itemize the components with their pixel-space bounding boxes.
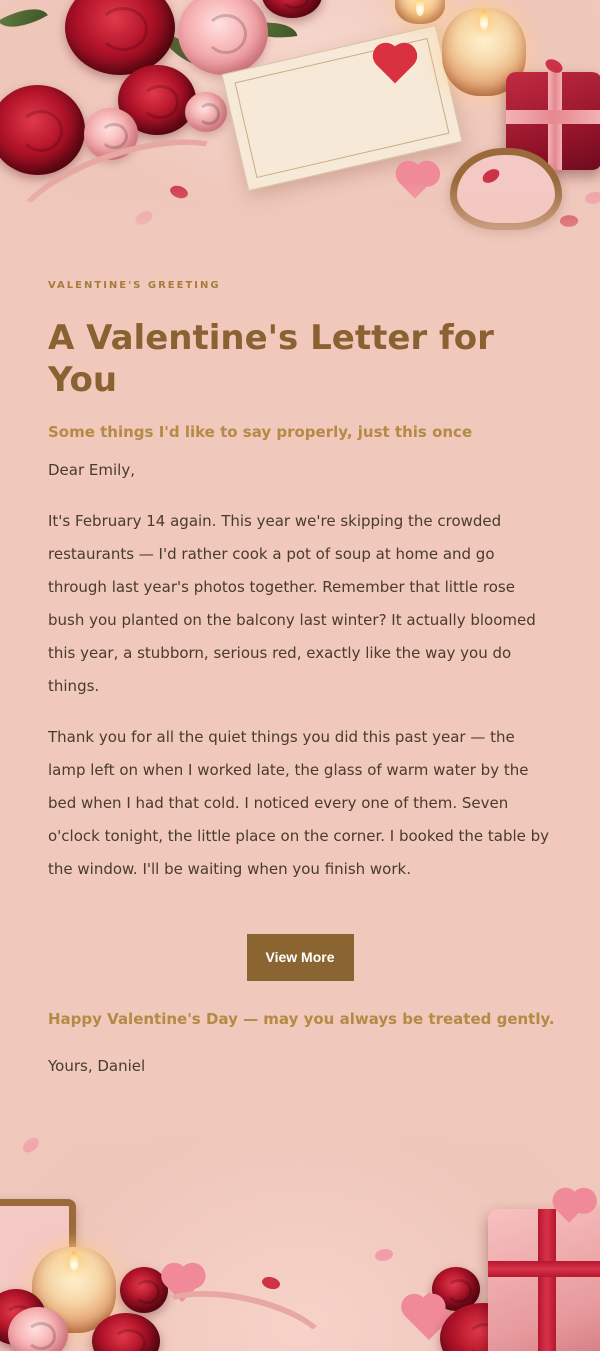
red-rose [0,85,85,175]
red-rose [65,0,175,75]
petal-decoration [168,182,190,201]
petal-decoration [585,192,600,204]
pink-rose [178,0,268,75]
candle-flame-icon [480,10,488,30]
petal-decoration [20,1135,42,1154]
heart-icon [399,167,430,198]
candle-flame-icon [416,0,424,16]
cta-container [0,934,600,981]
closing-line: Happy Valentine's Day — may you always be treated gently. [48,1010,555,1028]
page-subtitle: Some things I'd like to say properly, just this once [48,423,473,441]
view-more-button[interactable]: View More [247,934,354,981]
petal-decoration [134,210,154,226]
leaf-decoration [0,0,48,38]
petal-decoration [260,1274,281,1292]
heart-frame-icon [450,148,562,230]
petal-decoration [375,1249,393,1261]
header-section [48,280,552,441]
letter-greeting: Dear Emily, [48,461,135,479]
hero-image-bottom [0,1081,600,1351]
gift-ribbon [488,1261,600,1277]
candle-flame-icon [70,1251,78,1271]
eyebrow-label: VALENTINE'S GREETING [48,280,221,291]
letter-paragraph: It's February 14 again. This year we're skipping the crowded restaurants — I'd rather cook a pot of soup at home and go through last year's photos together. Remember that little rose bush you planted on the balcony last winter? It actually bloomed this year, a stubborn, serious red, exactly like the way you do things. [48,512,536,695]
petal-decoration [559,214,579,229]
gift-ribbon [538,1209,556,1351]
gift-ribbon [506,110,600,124]
signoff: Yours, Daniel [48,1057,146,1075]
page-title: A Valentine's Letter for You [48,318,494,400]
hero-image-top [0,0,600,270]
letter-paragraph: Thank you for all the quiet things you did this past year — the lamp left on when I worked late, the glass of warm water by the bed when I had that cold. I noticed every one of them. Seven o'clock tonight, the little place on the corner. I booked the table by the window. I'll be waiting when you finish work. [48,728,550,878]
red-rose [262,0,322,18]
pink-rose [185,92,227,132]
